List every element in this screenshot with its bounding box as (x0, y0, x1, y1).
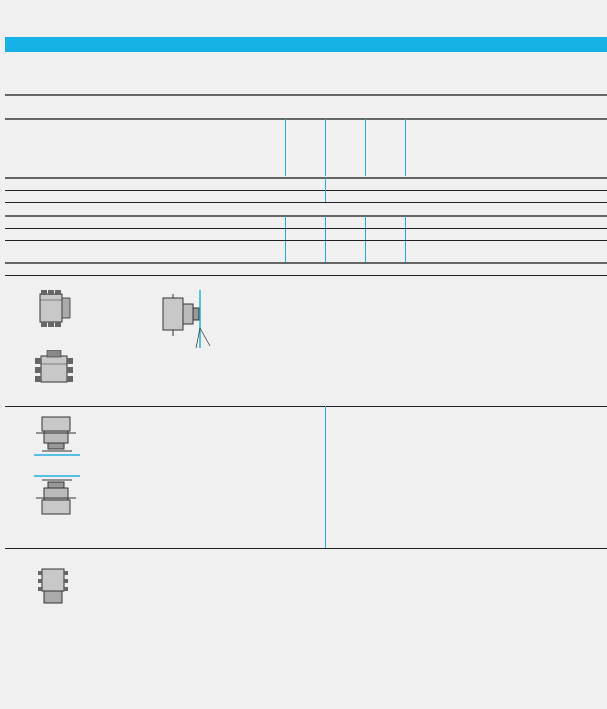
contactor-top-icon (35, 350, 73, 386)
header-accent-bar (5, 37, 607, 52)
contactor-front-icon (36, 290, 72, 328)
contactor-base-down-icon (32, 415, 82, 457)
contactor-base-up-icon (32, 474, 82, 516)
contactor-side-tilt-icon (160, 290, 220, 360)
contactor-small-icon (38, 567, 68, 605)
